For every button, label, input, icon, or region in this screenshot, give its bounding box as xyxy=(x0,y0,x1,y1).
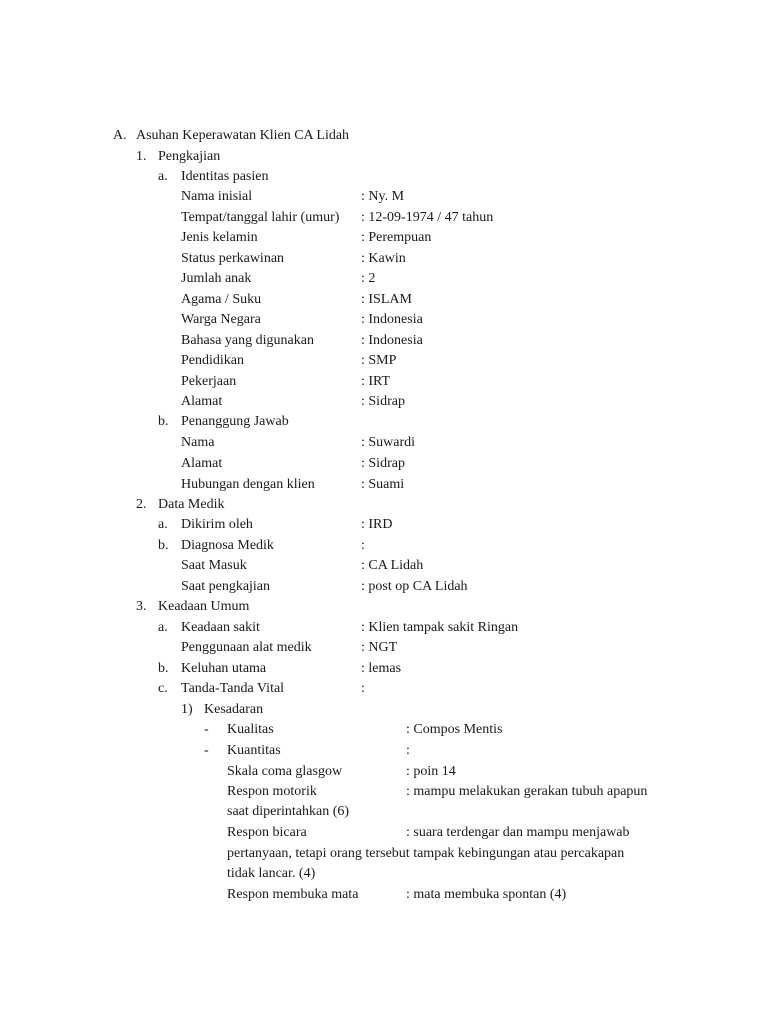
field-label: Warga Negara xyxy=(181,312,261,327)
field-label: Hubungan dengan klien xyxy=(181,477,315,492)
subitem-marker: a. xyxy=(158,517,168,532)
field-value: : NGT xyxy=(361,640,398,655)
field-label: Tempat/tanggal lahir (umur) xyxy=(181,210,340,225)
field-label: Saat pengkajian xyxy=(181,579,271,594)
field-label: Respon motorik xyxy=(227,784,317,799)
field-label: Respon membuka mata xyxy=(227,887,359,902)
field-value: : Compos Mentis xyxy=(406,722,503,737)
field-label: Status perkawinan xyxy=(181,251,285,266)
field-value: : xyxy=(361,538,365,553)
field-label: Bahasa yang digunakan xyxy=(181,333,314,348)
field-value: : ISLAM xyxy=(361,292,412,307)
field-value: : Kawin xyxy=(361,251,406,266)
field-value: : suara terdengar dan mampu menjawab xyxy=(406,825,630,840)
field-value: : 2 xyxy=(361,271,376,286)
field-label: Skala coma glasgow xyxy=(227,764,343,779)
subitem-marker: b. xyxy=(158,414,169,429)
field-value: : xyxy=(406,743,410,758)
subitem-title: Penanggung Jawab xyxy=(181,414,289,429)
field-value: : Sidrap xyxy=(361,456,405,471)
subitem-marker: a. xyxy=(158,169,168,184)
field-label: Penggunaan alat medik xyxy=(181,640,312,655)
field-label: Alamat xyxy=(181,456,223,471)
field-label: Kuantitas xyxy=(227,743,281,758)
subitem-marker: b. xyxy=(158,661,169,676)
field-value: : xyxy=(361,681,365,696)
field-label: Jenis kelamin xyxy=(181,230,258,245)
field-continuation: pertanyaan, tetapi orang tersebut tampak kebingungan atau percakapan xyxy=(227,846,625,861)
subsubitem-marker: 1) xyxy=(181,702,193,717)
field-value: : mata membuka spontan (4) xyxy=(406,887,567,902)
field-value: : Suami xyxy=(361,477,405,492)
subsubitem-title: Kesadaran xyxy=(204,702,264,717)
field-value: : lemas xyxy=(361,661,402,676)
field-value: : Suwardi xyxy=(361,435,416,450)
field-value: : IRD xyxy=(361,517,393,532)
item-title: Pengkajian xyxy=(158,149,221,164)
field-value: : post op CA Lidah xyxy=(361,579,468,594)
field-label: Nama xyxy=(181,435,215,450)
field-value: : Indonesia xyxy=(361,333,423,348)
field-value: : Sidrap xyxy=(361,394,405,409)
subitem-marker: b. xyxy=(158,538,169,553)
field-label: Saat Masuk xyxy=(181,558,247,573)
field-label: Respon bicara xyxy=(227,825,307,840)
dash-marker: - xyxy=(204,722,209,737)
field-label: Alamat xyxy=(181,394,223,409)
field-label: Diagnosa Medik xyxy=(181,538,274,553)
subitem-marker: c. xyxy=(158,681,168,696)
item-marker: 1. xyxy=(136,149,147,164)
field-value: : IRT xyxy=(361,374,391,389)
item-marker: 3. xyxy=(136,599,147,614)
field-value: : Perempuan xyxy=(361,230,432,245)
field-label: Jumlah anak xyxy=(181,271,252,286)
field-label: Pendidikan xyxy=(181,353,244,368)
field-continuation: tidak lancar. (4) xyxy=(227,866,316,881)
field-value: : poin 14 xyxy=(406,764,456,779)
subitem-title: Identitas pasien xyxy=(181,169,269,184)
subitem-marker: a. xyxy=(158,620,168,635)
item-marker: 2. xyxy=(136,497,147,512)
field-value: : SMP xyxy=(361,353,397,368)
dash-marker: - xyxy=(204,743,209,758)
field-label: Agama / Suku xyxy=(181,292,262,307)
field-value: : Klien tampak sakit Ringan xyxy=(361,620,519,635)
field-label: Tanda-Tanda Vital xyxy=(181,681,285,696)
field-label: Keadaan sakit xyxy=(181,620,260,635)
field-label: Nama inisial xyxy=(181,189,253,204)
field-value: : Indonesia xyxy=(361,312,423,327)
field-label: Dikirim oleh xyxy=(181,517,253,532)
field-value: : Ny. M xyxy=(361,189,405,204)
field-value: : CA Lidah xyxy=(361,558,424,573)
item-title: Keadaan Umum xyxy=(158,599,250,614)
field-value: : 12-09-1974 / 47 tahun xyxy=(361,210,494,225)
item-title: Data Medik xyxy=(158,497,225,512)
field-continuation: saat diperintahkan (6) xyxy=(227,804,350,819)
field-label: Pekerjaan xyxy=(181,374,237,389)
field-label: Kualitas xyxy=(227,722,274,737)
section-title: Asuhan Keperawatan Klien CA Lidah xyxy=(136,128,350,143)
field-value: : mampu melakukan gerakan tubuh apapun xyxy=(406,784,648,799)
field-label: Keluhan utama xyxy=(181,661,267,676)
section-marker: A. xyxy=(113,128,127,143)
